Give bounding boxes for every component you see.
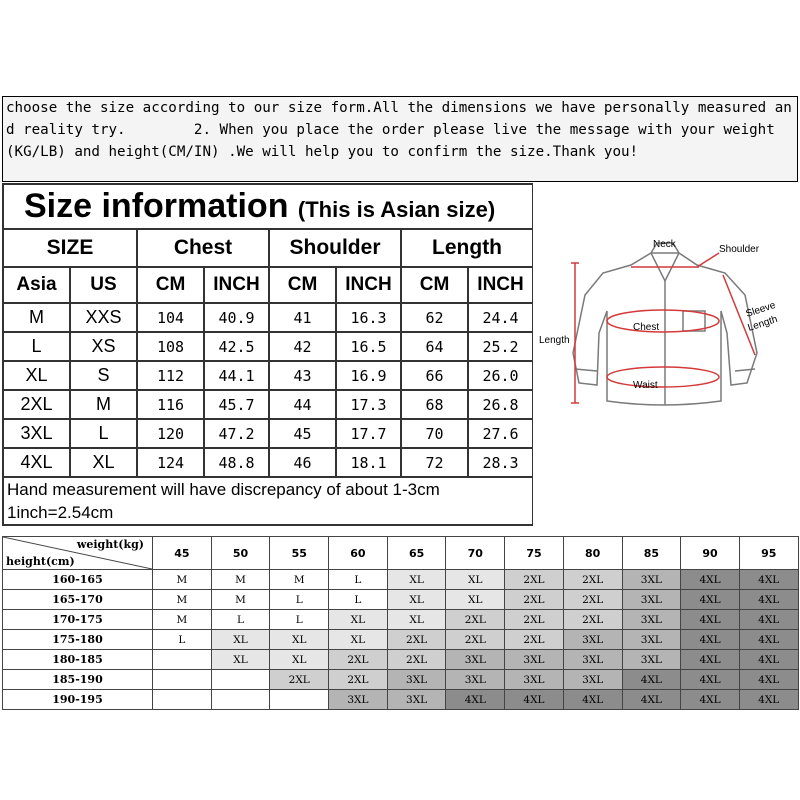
size-cell: M: [70, 390, 137, 419]
shirt-diagram-svg: [533, 183, 798, 526]
recommended-size-cell: 3XL: [505, 650, 564, 670]
size-cell: 70: [401, 419, 468, 448]
size-cell: 45: [269, 419, 336, 448]
recommended-size-cell: 4XL: [681, 630, 740, 650]
size-cell: 42: [269, 332, 336, 361]
recommended-size-cell: 3XL: [563, 670, 622, 690]
recommended-size-cell: 3XL: [329, 690, 388, 710]
recommended-size-cell: M: [211, 590, 270, 610]
header-chest: Chest: [137, 229, 269, 267]
chest-ellipse: [607, 310, 719, 332]
weight-height-corner: [3, 537, 153, 570]
height-row: [3, 610, 799, 630]
recommended-size-cell: M: [153, 570, 212, 590]
weight-header-cell: 95: [739, 537, 798, 570]
size-cell: 112: [137, 361, 204, 390]
recommended-size-cell: M: [153, 590, 212, 610]
recommended-size-cell: 3XL: [622, 570, 681, 590]
recommended-size-cell: 2XL: [505, 570, 564, 590]
size-notice: choose the size according to our size form.All the dimensions we have personally measured and reality try. 2. When you place the order please live the message with your weight (KG/LB) and height(CM/IN) .We will help you to confirm the size.Thank you!: [2, 96, 798, 182]
size-row: [3, 448, 533, 477]
recommended-size-cell: [153, 650, 212, 670]
size-cell: 48.8: [204, 448, 269, 477]
size-cell: 17.3: [336, 390, 401, 419]
weight-header-cell: 60: [329, 537, 388, 570]
recommended-size-cell: 2XL: [505, 630, 564, 650]
recommended-size-cell: [270, 690, 329, 710]
size-cell: XL: [70, 448, 137, 477]
size-cell: 26.0: [468, 361, 533, 390]
sub-header-cell: INCH: [204, 267, 269, 303]
height-row: [3, 670, 799, 690]
label-shoulder: Shoulder: [719, 244, 760, 255]
size-cell: 27.6: [468, 419, 533, 448]
size-cell: 41: [269, 303, 336, 332]
recommended-size-cell: 3XL: [505, 670, 564, 690]
weight-header-row: [3, 537, 799, 570]
recommended-size-cell: 4XL: [739, 690, 798, 710]
size-cell: 16.5: [336, 332, 401, 361]
recommended-size-cell: 4XL: [739, 670, 798, 690]
size-cell: 68: [401, 390, 468, 419]
header-size: SIZE: [3, 229, 137, 267]
recommended-size-cell: 4XL: [739, 650, 798, 670]
recommended-size-cell: 3XL: [446, 650, 505, 670]
label-sleeve-2: Length: [746, 313, 780, 334]
size-cell: 108: [137, 332, 204, 361]
header-length: Length: [401, 229, 533, 267]
height-row: [3, 590, 799, 610]
size-cell: M: [3, 303, 70, 332]
sub-header-cell: CM: [137, 267, 204, 303]
recommended-size-cell: 3XL: [446, 670, 505, 690]
label-chest: Chest: [633, 322, 660, 333]
size-cell: 124: [137, 448, 204, 477]
size-cell: S: [70, 361, 137, 390]
recommended-size-cell: L: [270, 610, 329, 630]
height-range-cell: 180-185: [3, 650, 153, 670]
recommended-size-cell: 4XL: [622, 670, 681, 690]
size-cell: 44.1: [204, 361, 269, 390]
recommended-size-cell: 4XL: [739, 630, 798, 650]
size-cell: 62: [401, 303, 468, 332]
shirt-measurement-diagram: [533, 183, 798, 526]
height-row: [3, 690, 799, 710]
recommended-size-cell: 4XL: [681, 670, 740, 690]
weight-header-cell: 85: [622, 537, 681, 570]
recommended-size-cell: XL: [329, 630, 388, 650]
recommended-size-cell: XL: [270, 630, 329, 650]
size-cell: 42.5: [204, 332, 269, 361]
recommended-size-cell: 2XL: [387, 650, 446, 670]
height-range-cell: 175-180: [3, 630, 153, 650]
height-range-cell: 165-170: [3, 590, 153, 610]
recommended-size-cell: 3XL: [563, 630, 622, 650]
height-range-cell: 185-190: [3, 670, 153, 690]
size-cell: XXS: [70, 303, 137, 332]
size-cell: 17.7: [336, 419, 401, 448]
recommended-size-cell: XL: [387, 570, 446, 590]
recommended-size-cell: 2XL: [505, 610, 564, 630]
size-cell: 16.9: [336, 361, 401, 390]
sub-header-cell: US: [70, 267, 137, 303]
recommended-size-cell: 4XL: [622, 690, 681, 710]
recommended-size-cell: 2XL: [329, 650, 388, 670]
recommended-size-cell: 3XL: [622, 610, 681, 630]
label-length: Length: [539, 335, 570, 346]
recommended-size-cell: 4XL: [681, 650, 740, 670]
recommended-size-cell: XL: [211, 650, 270, 670]
recommended-size-cell: 4XL: [739, 610, 798, 630]
size-title-main: Size information: [24, 187, 289, 225]
size-cell: 18.1: [336, 448, 401, 477]
size-cell: XS: [70, 332, 137, 361]
height-range-cell: 160-165: [3, 570, 153, 590]
recommended-size-cell: 2XL: [387, 630, 446, 650]
recommended-size-cell: L: [270, 590, 329, 610]
recommended-size-cell: [153, 690, 212, 710]
weight-header-cell: 70: [446, 537, 505, 570]
recommended-size-cell: M: [211, 570, 270, 590]
height-row: [3, 630, 799, 650]
size-cell: 44: [269, 390, 336, 419]
label-neck: Neck: [653, 239, 676, 250]
recommended-size-cell: L: [329, 570, 388, 590]
size-cell: 46: [269, 448, 336, 477]
recommended-size-cell: XL: [387, 590, 446, 610]
measurement-note: Hand measurement will have discrepancy of about 1-3cm: [3, 477, 533, 501]
corner-height-label: height(cm): [6, 555, 75, 568]
header-shoulder: Shoulder: [269, 229, 401, 267]
size-cell: 72: [401, 448, 468, 477]
recommended-size-cell: 3XL: [387, 670, 446, 690]
sub-header-row: [3, 267, 533, 303]
sub-header-cell: INCH: [468, 267, 533, 303]
recommended-size-cell: 3XL: [563, 650, 622, 670]
recommended-size-cell: 2XL: [505, 590, 564, 610]
label-waist: Waist: [633, 380, 658, 391]
size-cell: 4XL: [3, 448, 70, 477]
size-cell: 47.2: [204, 419, 269, 448]
size-cell: 104: [137, 303, 204, 332]
size-cell: 64: [401, 332, 468, 361]
size-cell: XL: [3, 361, 70, 390]
recommended-size-cell: 4XL: [681, 610, 740, 630]
height-range-cell: 190-195: [3, 690, 153, 710]
size-row: [3, 303, 533, 332]
recommended-size-cell: 3XL: [622, 630, 681, 650]
size-row: [3, 419, 533, 448]
weight-height-rows: [3, 570, 799, 710]
recommended-size-cell: XL: [270, 650, 329, 670]
recommended-size-cell: 4XL: [505, 690, 564, 710]
size-cell: 40.9: [204, 303, 269, 332]
height-row: [3, 570, 799, 590]
recommended-size-cell: 4XL: [739, 570, 798, 590]
recommended-size-cell: 4XL: [446, 690, 505, 710]
size-cell: 66: [401, 361, 468, 390]
weight-header-cell: 45: [153, 537, 212, 570]
size-cell: 24.4: [468, 303, 533, 332]
recommended-size-cell: [153, 670, 212, 690]
size-title-sub: (This is Asian size): [297, 197, 496, 222]
size-row: [3, 361, 533, 390]
recommended-size-cell: 4XL: [681, 590, 740, 610]
recommended-size-cell: 2XL: [563, 590, 622, 610]
sub-header-cell: CM: [401, 267, 468, 303]
weight-header-cell: 90: [681, 537, 740, 570]
label-sleeve-1: Sleeve: [744, 299, 778, 320]
sub-header-cell: Asia: [3, 267, 70, 303]
recommended-size-cell: 3XL: [387, 690, 446, 710]
corner-weight-label: weight(kg): [76, 538, 144, 551]
size-cell: 3XL: [3, 419, 70, 448]
sub-header-cell: INCH: [336, 267, 401, 303]
recommended-size-cell: L: [211, 610, 270, 630]
size-cell: 28.3: [468, 448, 533, 477]
recommended-size-cell: 2XL: [270, 670, 329, 690]
recommended-size-cell: 2XL: [329, 670, 388, 690]
size-row: [3, 390, 533, 419]
recommended-size-cell: 4XL: [681, 690, 740, 710]
recommended-size-cell: 2XL: [563, 570, 622, 590]
weight-header-cell: 80: [563, 537, 622, 570]
size-cell: L: [3, 332, 70, 361]
recommended-size-cell: [211, 670, 270, 690]
recommended-size-cell: 4XL: [681, 570, 740, 590]
weight-height-size-table: [2, 536, 799, 710]
size-cell: 120: [137, 419, 204, 448]
recommended-size-cell: 3XL: [622, 590, 681, 610]
size-cell: 25.2: [468, 332, 533, 361]
sub-header-cell: CM: [269, 267, 336, 303]
recommended-size-cell: 2XL: [563, 610, 622, 630]
size-cell: 16.3: [336, 303, 401, 332]
size-cell: 45.7: [204, 390, 269, 419]
recommended-size-cell: 3XL: [622, 650, 681, 670]
height-row: [3, 650, 799, 670]
recommended-size-cell: XL: [387, 610, 446, 630]
recommended-size-cell: [211, 690, 270, 710]
recommended-size-cell: 4XL: [563, 690, 622, 710]
size-table-title: [3, 184, 533, 229]
size-row: [3, 332, 533, 361]
size-cell: L: [70, 419, 137, 448]
recommended-size-cell: XL: [329, 610, 388, 630]
recommended-size-cell: 2XL: [446, 630, 505, 650]
weight-header-cell: 75: [505, 537, 564, 570]
size-cell: 116: [137, 390, 204, 419]
recommended-size-cell: L: [329, 590, 388, 610]
size-information-table: [2, 183, 534, 526]
recommended-size-cell: 2XL: [446, 610, 505, 630]
recommended-size-cell: 4XL: [739, 590, 798, 610]
size-rows: [3, 303, 533, 477]
size-cell: 26.8: [468, 390, 533, 419]
weight-header-cell: 55: [270, 537, 329, 570]
inch-conversion-note: 1inch=2.54cm: [3, 501, 533, 525]
height-range-cell: 170-175: [3, 610, 153, 630]
recommended-size-cell: XL: [446, 590, 505, 610]
recommended-size-cell: M: [270, 570, 329, 590]
recommended-size-cell: XL: [446, 570, 505, 590]
weight-header-cell: 65: [387, 537, 446, 570]
recommended-size-cell: XL: [211, 630, 270, 650]
recommended-size-cell: L: [153, 630, 212, 650]
size-cell: 43: [269, 361, 336, 390]
waist-ellipse: [607, 367, 719, 387]
size-cell: 2XL: [3, 390, 70, 419]
recommended-size-cell: M: [153, 610, 212, 630]
weight-header-cell: 50: [211, 537, 270, 570]
